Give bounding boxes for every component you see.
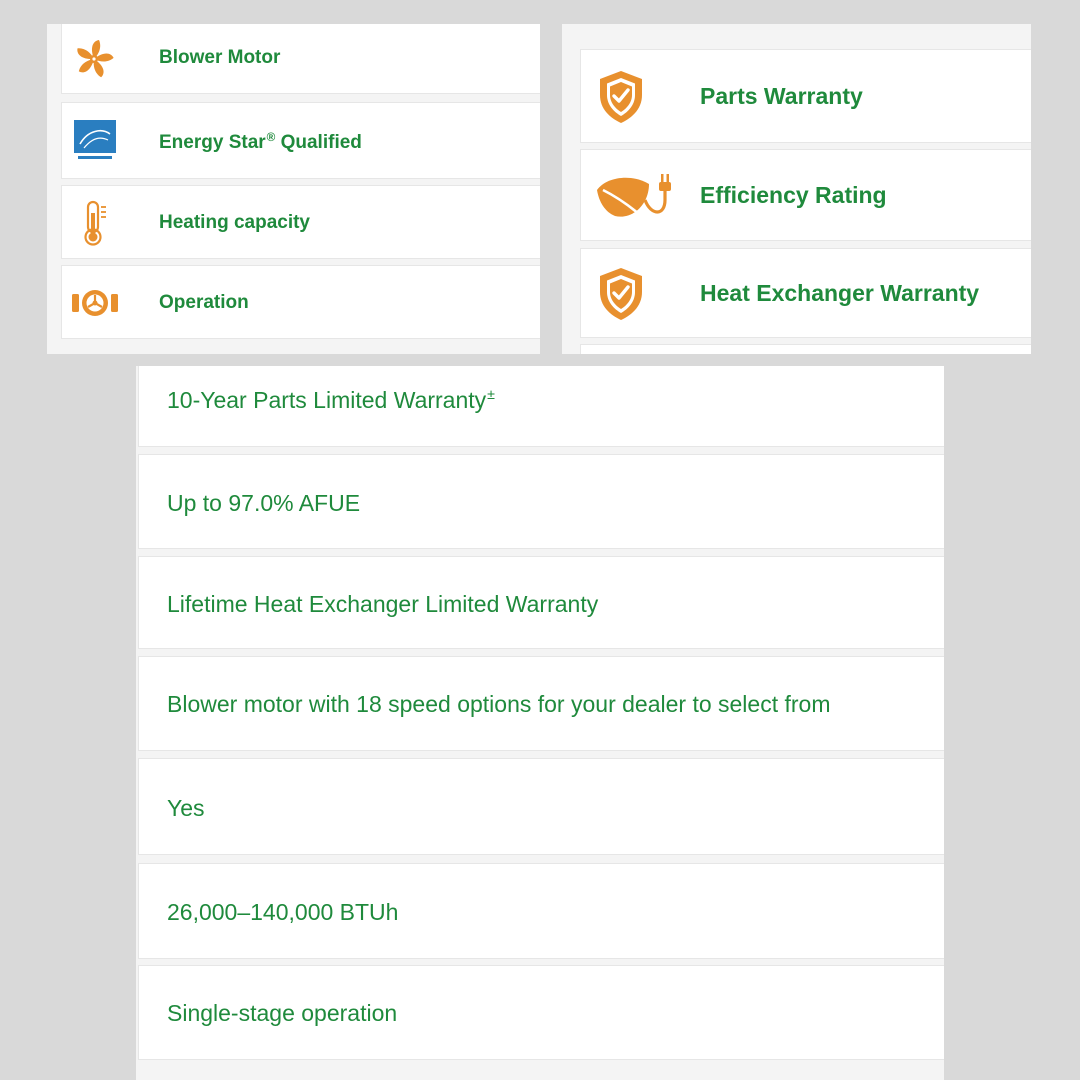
value-row-operation bbox=[138, 965, 944, 1060]
feature-row-operation bbox=[61, 265, 540, 339]
registered-mark: ® bbox=[266, 130, 276, 144]
feature-label: Efficiency Rating bbox=[700, 182, 887, 208]
features-panel-left bbox=[47, 24, 540, 354]
feature-label: Operation bbox=[159, 292, 249, 313]
feature-row-heat-exchanger-warranty bbox=[580, 248, 1031, 338]
feature-label: Parts Warranty bbox=[700, 83, 863, 109]
leaf-plug-icon bbox=[593, 170, 673, 229]
feature-label: Heating capacity bbox=[159, 212, 310, 233]
shield-check-icon bbox=[596, 266, 646, 327]
feature-row-energy-star bbox=[61, 102, 540, 179]
energy-star-icon bbox=[74, 120, 116, 167]
feature-row-partial bbox=[580, 344, 1031, 354]
feature-row-parts-warranty bbox=[580, 49, 1031, 143]
value-row-parts-warranty bbox=[138, 366, 944, 447]
shield-check-icon bbox=[596, 69, 646, 130]
value-row-blower-motor bbox=[138, 656, 944, 751]
value-text bbox=[167, 389, 495, 412]
feature-label bbox=[159, 130, 362, 153]
feature-row-blower-motor bbox=[61, 24, 540, 94]
values-panel bbox=[136, 366, 944, 1080]
energy-star-label-text: Energy Star bbox=[159, 132, 266, 153]
value-text: Lifetime Heat Exchanger Limited Warranty bbox=[167, 591, 599, 617]
value-text: Up to 97.0% AFUE bbox=[167, 490, 361, 516]
value-text-main: 10-Year Parts Limited Warranty bbox=[167, 387, 487, 413]
value-text: Yes bbox=[167, 795, 205, 821]
feature-label: Blower Motor bbox=[159, 47, 281, 68]
operation-icon bbox=[72, 288, 118, 323]
feature-label: Heat Exchanger Warranty bbox=[700, 280, 980, 306]
value-row-heat-exchanger bbox=[138, 556, 944, 649]
features-panel-right bbox=[562, 24, 1031, 354]
thermometer-icon bbox=[80, 199, 110, 252]
feature-row-efficiency-rating bbox=[580, 149, 1031, 241]
value-row-energy-star bbox=[138, 758, 944, 855]
value-text: 26,000–140,000 BTUh bbox=[167, 899, 399, 925]
plus-minus-mark: ± bbox=[487, 387, 495, 404]
value-row-heating-capacity bbox=[138, 863, 944, 959]
value-text: Blower motor with 18 speed options for your dealer to select from bbox=[167, 691, 831, 717]
value-row-efficiency bbox=[138, 454, 944, 549]
fan-icon bbox=[72, 37, 116, 86]
value-text: Single-stage operation bbox=[167, 1000, 398, 1026]
energy-star-label-suffix: Qualified bbox=[275, 132, 362, 153]
feature-row-heating-capacity bbox=[61, 185, 540, 259]
